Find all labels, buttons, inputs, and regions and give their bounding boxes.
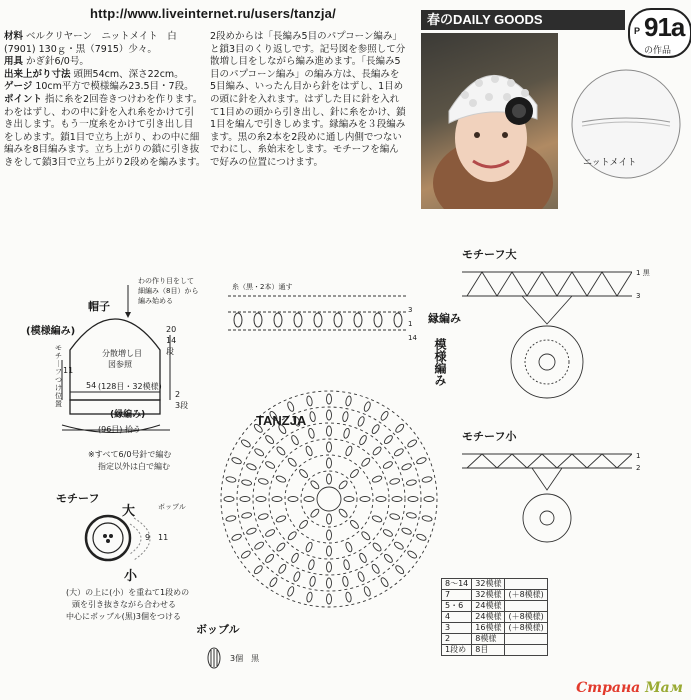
bobble-title: ボッブル <box>196 623 240 636</box>
popcorn-stitch-mark <box>401 527 412 535</box>
dim-20: 20 <box>166 325 177 334</box>
text-line: の頭に針を入れます。はずした目に針を入れ <box>210 93 400 105</box>
popcorn-stitch-mark <box>265 528 276 537</box>
popcorn-stitch-mark <box>380 577 390 588</box>
popcorn-stitch-mark <box>240 497 250 502</box>
popcorn-stitch-mark <box>371 475 382 483</box>
page-sub: の作品 <box>644 46 672 56</box>
popcorn-stitch-mark <box>372 542 383 553</box>
popcorn-stitch-mark <box>416 533 427 541</box>
popcorn-stitch-mark <box>345 541 353 552</box>
edge-label: (縁編み) <box>110 410 146 420</box>
popcorn-stitch-mark <box>327 394 332 404</box>
popcorn-stitch-mark <box>416 457 427 465</box>
text-line: 材料 ベルクリヤーン ニットメイト 白 <box>4 31 177 42</box>
popcorn-stitch-mark <box>241 479 252 486</box>
popcorn-stitch-mark <box>383 553 394 564</box>
popcorn-stitch-mark <box>327 530 332 540</box>
dim-54: 54 <box>86 381 97 390</box>
popcorn-stitch-mark <box>306 396 313 407</box>
popcorn-stitch-mark <box>345 592 352 603</box>
dim-dan: 段 <box>166 347 174 356</box>
popcorn-stitch-mark <box>290 435 299 446</box>
popcorn-stitch-mark <box>253 564 264 575</box>
hat-pattern-label: (模様編み) <box>26 326 76 337</box>
table-cell: (＋8模様) <box>505 623 547 634</box>
motif-small-chart <box>462 444 632 554</box>
popcorn-stitch-mark <box>392 497 402 502</box>
motif-big-title: モチーフ大 <box>462 248 517 261</box>
popcorn-stitch-mark <box>360 457 371 468</box>
popcorn-stitch-mark <box>394 564 405 575</box>
text-line: きをして鎖3目で立ち上がり2段めを編みます。 <box>4 156 206 168</box>
popcorn-stitch-mark <box>327 594 332 604</box>
popcorn-stitch-mark <box>265 460 276 469</box>
table-cell: 8模様 <box>472 634 505 645</box>
popcorn-stitch-mark <box>287 457 298 468</box>
popcorn-stitch-mark <box>226 515 237 522</box>
popcorn-stitch-mark <box>349 468 360 479</box>
text-line: 用具 かぎ針6/0号。 <box>4 56 89 68</box>
popcorn-stitch-mark <box>276 446 287 457</box>
popcorn-stitch-mark <box>254 541 265 551</box>
popcorn-stitch-mark <box>231 533 242 541</box>
text-line: 5目編み、いったん目から針をはずし、1目め <box>210 81 404 93</box>
hat-start-note: わの作り目をして <box>138 277 194 285</box>
table-row <box>442 634 548 645</box>
pattern-stitch-label: 模様編み <box>433 338 447 386</box>
popcorn-stitch-mark <box>382 528 393 537</box>
motif-small-label: 小 <box>124 569 138 584</box>
popcorn-stitch-mark <box>357 571 365 582</box>
popcorn-stitch-mark <box>327 578 332 588</box>
table-cell <box>505 601 547 612</box>
motif-position-note: モチ｜フつけ位置 <box>55 344 62 408</box>
dim-count: (128目・32模様) <box>98 382 162 391</box>
popcorn-stitch-mark <box>240 439 251 449</box>
hat-start-note: 細編み（8目）から <box>138 287 199 295</box>
popcorn-stitch-mark <box>306 592 313 603</box>
popcorn-stitch-mark <box>309 411 316 422</box>
popcorn-stitch-mark <box>288 497 298 502</box>
table-cell: 1段め <box>442 645 472 656</box>
text-line: で好みの位置につけます。 <box>210 156 324 168</box>
page-badge <box>628 8 691 58</box>
popcorn-stitch-mark <box>264 434 275 445</box>
increase-table <box>441 578 548 656</box>
hat-center-note: 分散増し目 <box>102 349 142 358</box>
dim-11-motif: 11 <box>158 533 169 542</box>
popcorn-stitch-mark <box>327 514 332 524</box>
popcorn-stitch-mark <box>258 478 269 485</box>
popcorn-stitch-mark <box>240 550 251 560</box>
edge-stitch-strip <box>228 290 428 348</box>
popcorn-stitch-mark <box>389 513 400 520</box>
page-prefix: P <box>634 26 641 36</box>
text-line: (7901) 130ｇ・黒（7915）少々。 <box>4 43 157 55</box>
table-cell: 4 <box>442 612 472 623</box>
popcorn-stitch-mark <box>308 559 315 570</box>
popcorn-stitch-mark <box>290 552 299 563</box>
popcorn-stitch-mark <box>327 458 332 468</box>
dim-11: 11 <box>63 366 74 375</box>
dim-9: 9 <box>145 533 151 542</box>
popcorn-stitch-mark <box>407 550 418 560</box>
motif-schematic-icon <box>80 510 190 570</box>
table-row <box>442 645 548 656</box>
popcorn-stitch-mark <box>241 512 252 519</box>
popcorn-stitch-mark <box>269 577 279 588</box>
popcorn-stitch-mark <box>275 475 286 483</box>
popcorn-stitch-mark <box>383 434 394 445</box>
table-cell <box>505 634 547 645</box>
yarn-threading-note: 糸（黒・2本）通す <box>232 283 293 291</box>
table-cell: 32模様 <box>472 579 505 590</box>
popcorn-stitch-mark <box>287 530 298 541</box>
popcorn-stitch-mark <box>305 445 313 456</box>
popcorn-stitch-mark <box>327 410 332 420</box>
bobble-count: 3個 黒 <box>230 654 260 663</box>
popcorn-stitch-mark <box>256 497 266 502</box>
popcorn-stitch-mark <box>327 546 332 556</box>
popcorn-stitch-mark <box>422 476 433 483</box>
popcorn-stitch-mark <box>424 497 434 502</box>
table-cell: 8～14 <box>442 579 472 590</box>
text-line: 目のパプコーン編み」の編み方は、長編みを <box>210 68 400 80</box>
popcorn-stitch-mark <box>401 463 412 471</box>
tanzja-watermark: TANZJA <box>256 413 307 428</box>
popcorn-stitch-mark <box>327 442 332 452</box>
bobble-icon <box>204 646 224 670</box>
motif-small-row2: 2 <box>636 464 641 472</box>
popcorn-stitch-mark <box>376 497 386 502</box>
dim-3dan: 3段 <box>175 401 189 410</box>
popcorn-stitch-mark <box>371 515 382 523</box>
popcorn-stitch-mark <box>371 563 381 574</box>
popcorn-stitch-mark <box>304 497 314 502</box>
popcorn-stitch-mark <box>360 530 371 541</box>
popcorn-stitch-mark <box>393 541 404 551</box>
text-line: 出来上がり寸法 頭囲54cm、深さ22cm。 <box>4 68 184 80</box>
motif-big-chart <box>462 262 632 412</box>
text-line: 2段めからは「長編み5目のパプコーン編み」 <box>210 31 402 42</box>
motif-join-note: (大）の上に(小）を重ねて1段めの <box>66 588 190 597</box>
popcorn-stitch-mark <box>393 447 404 457</box>
motif-small-title: モチーフ小 <box>462 430 517 443</box>
table-cell: 32模様 <box>472 590 505 601</box>
text-line: ポイント 指に糸を2回巻きつけわを作ります。 <box>4 93 203 105</box>
popcorn-stitch-mark <box>363 586 371 597</box>
hook-note: ※すべて6/0号針で編む <box>88 450 172 459</box>
popcorn-stitch-mark <box>226 476 237 483</box>
popcorn-stitch-mark <box>406 479 417 486</box>
popcorn-stitch-mark <box>309 576 316 587</box>
table-cell: (＋8模様) <box>505 612 547 623</box>
popcorn-stitch-mark <box>298 468 309 479</box>
dim-2: 2 <box>175 390 181 399</box>
popcorn-stitch-mark <box>360 497 370 502</box>
popcorn-stitch-mark <box>310 480 321 491</box>
table-row <box>442 601 548 612</box>
text-line: でわにし、糸始末をします。モチーフを編ん <box>210 144 399 156</box>
source-url[interactable]: http://www.liveinternet.ru/users/tanzja/ <box>90 6 336 21</box>
row-14: 14 <box>408 334 417 342</box>
popcorn-stitch-mark <box>276 542 287 553</box>
text-line: 編みを8目編みます。立ち上がりの鎖に引き抜 <box>4 144 200 156</box>
motif-big-row1: 1 黒 <box>636 269 650 277</box>
popcorn-stitch-mark <box>293 571 301 582</box>
materials-text-block <box>4 31 205 170</box>
dim-14: 14 <box>166 336 177 345</box>
motif-join-note: 頭を引き抜きながら合わせる <box>72 600 176 609</box>
popcorn-stitch-mark <box>382 460 393 469</box>
popcorn-stitch-mark <box>246 463 257 471</box>
popcorn-stitch-mark <box>327 426 332 436</box>
table-row <box>442 623 548 634</box>
popcorn-stitch-mark <box>342 576 349 587</box>
popcorn-stitch-mark <box>298 519 309 530</box>
table-row <box>442 612 548 623</box>
text-line: き出します。もう一度糸をかけて引き出し目 <box>4 119 194 131</box>
hat-model-photo <box>421 33 558 209</box>
instruction-text-block <box>210 31 406 170</box>
popcorn-stitch-mark <box>372 446 383 457</box>
table-cell: 24模様 <box>472 601 505 612</box>
pickup-note: (96目) 拾う <box>98 425 141 434</box>
popcorn-stitch-mark <box>338 508 349 519</box>
text-line: て1目めの頭から引き出し、針に糸をかけ、鎖 <box>210 106 406 118</box>
table-cell: 16模様 <box>472 623 505 634</box>
motif-big-row3: 3 <box>636 292 641 300</box>
popcorn-stitch-mark <box>358 552 367 563</box>
popcorn-stitch-mark <box>338 480 349 491</box>
popcorn-stitch-mark <box>305 541 313 552</box>
row-1: 1 <box>408 320 413 328</box>
motif-join-note: 中心にボッブル(黒)3個をつける <box>66 612 182 621</box>
motif-big-label: 大 <box>122 504 136 519</box>
motif-small-row1: 1 <box>636 452 641 460</box>
row-3: 3 <box>408 306 413 314</box>
popcorn-stitch-mark <box>277 563 287 574</box>
text-line: ゲージ 10cm平方で模様編み23.5目・7段。 <box>4 81 194 93</box>
popcorn-stitch-mark <box>246 527 257 535</box>
popcorn-stitch-mark <box>264 553 275 564</box>
text-line: と鎖3目のくり返しです。記号図を参照して分 <box>210 43 406 55</box>
popcorn-stitch-mark <box>287 586 295 597</box>
table-cell: 24模様 <box>472 612 505 623</box>
text-line: 散増し目をしながら編み進めます。「長編み5 <box>210 56 401 68</box>
popcorn-stitch-mark <box>272 497 282 502</box>
popcorn-stitch-mark <box>407 439 418 449</box>
text-line: ます。黒の糸2本を2段めに通し内側でつない <box>210 131 402 143</box>
popcorn-stitch-mark <box>275 515 286 523</box>
popcorn-stitch-mark <box>342 411 349 422</box>
popcorn-stitch-mark <box>224 497 234 502</box>
popcorn-stitch-mark <box>344 497 354 502</box>
popcorn-stitch-mark <box>343 559 350 570</box>
popcorn-stitch-mark <box>254 447 265 457</box>
table-row <box>442 590 548 601</box>
bobble-label: ボッブル <box>158 503 186 511</box>
site-watermark: Страна Мам <box>576 680 683 696</box>
color-note: 指定以外は白で編む <box>98 462 170 471</box>
popcorn-stitch-mark <box>327 474 332 484</box>
popcorn-stitch-mark <box>343 428 350 439</box>
popcorn-stitch-mark <box>349 519 360 530</box>
popcorn-stitch-mark <box>357 416 365 427</box>
popcorn-stitch-mark <box>308 428 315 439</box>
popcorn-stitch-mark <box>327 562 332 572</box>
popcorn-stitch-mark <box>345 445 353 456</box>
popcorn-stitch-mark <box>310 508 321 519</box>
section-title-bar: 春のDAILY GOODS <box>421 10 625 30</box>
popcorn-stitch-mark <box>380 410 390 421</box>
crown-stitch-chart <box>213 364 443 634</box>
table-row <box>442 579 548 590</box>
yarn-label: ニットメイト <box>583 158 637 168</box>
popcorn-stitch-mark <box>406 512 417 519</box>
popcorn-stitch-mark <box>258 513 269 520</box>
text-line: 1目を編んで引きしめます。縁編みを３段編み <box>210 119 406 131</box>
table-cell: 3 <box>442 623 472 634</box>
popcorn-stitch-mark <box>389 478 400 485</box>
text-line: わをはずし、わの中に針を入れ糸をかけて引 <box>4 106 195 118</box>
popcorn-stitch-mark <box>394 423 405 434</box>
edge-stitch-label: 縁編み <box>428 312 461 325</box>
table-cell: (＋8模様) <box>505 590 547 601</box>
table-cell: 8目 <box>472 645 505 656</box>
popcorn-stitch-mark <box>363 401 371 412</box>
page-number: 91a <box>644 12 685 42</box>
popcorn-stitch-mark <box>422 515 433 522</box>
motif-title: モチーフ <box>56 492 100 505</box>
table-cell: 2 <box>442 634 472 645</box>
popcorn-stitch-mark <box>358 435 367 446</box>
table-cell <box>505 579 547 590</box>
hat-title: 帽子 <box>88 300 110 313</box>
hat-center-note: 図参照 <box>108 360 132 369</box>
text-line: をしめます。鎖1目で立ち上がり、わの中に細 <box>4 131 200 143</box>
hat-start-note: 編み始める <box>138 297 173 305</box>
table-cell: 7 <box>442 590 472 601</box>
popcorn-stitch-mark <box>231 457 242 465</box>
popcorn-stitch-mark <box>371 424 381 435</box>
popcorn-stitch-mark <box>287 401 295 412</box>
popcorn-stitch-mark <box>408 497 418 502</box>
table-cell <box>505 645 547 656</box>
table-cell: 5・6 <box>442 601 472 612</box>
popcorn-stitch-mark <box>345 396 352 407</box>
